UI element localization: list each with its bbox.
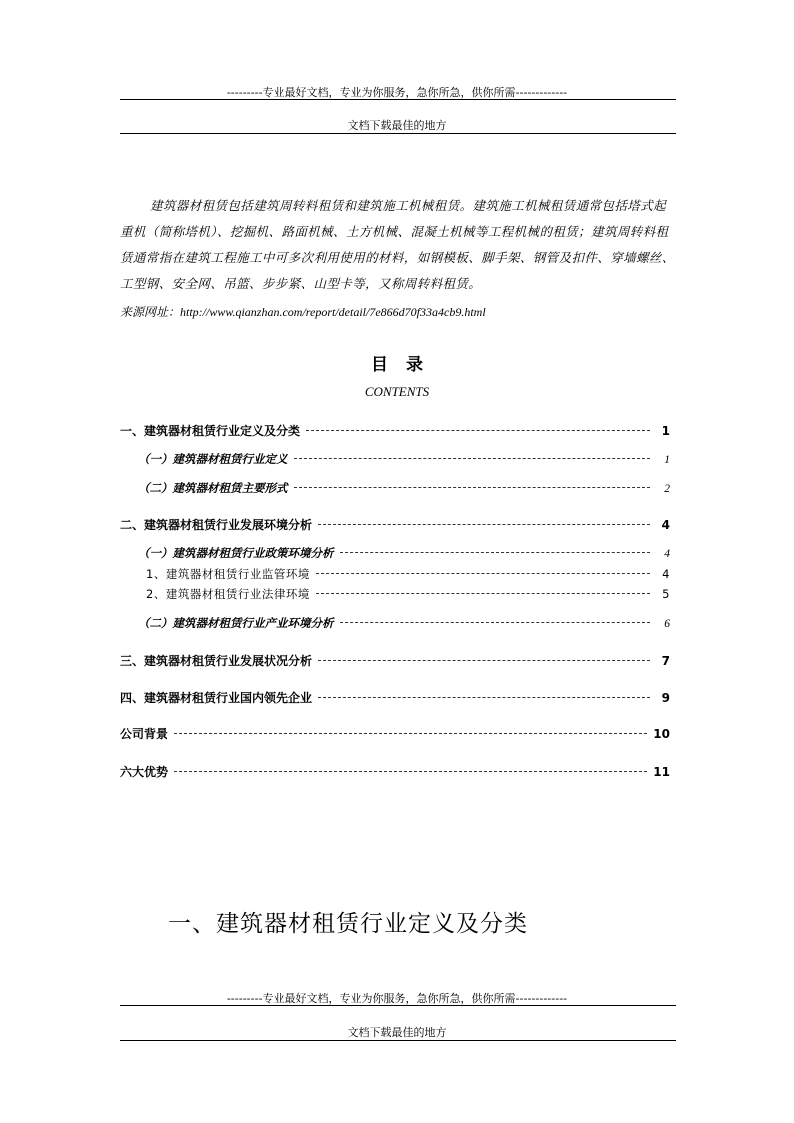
- toc-entry-page: 4: [664, 548, 670, 560]
- toc-entry-label: （二）建筑器材租赁行业产业环境分析: [138, 616, 334, 630]
- toc-entry-page: 2: [664, 483, 670, 495]
- footer-subline: 文档下载最佳的地方: [347, 1026, 447, 1039]
- toc-entry[interactable]: [120, 516, 676, 533]
- toc-entry[interactable]: [120, 763, 676, 780]
- footer-tagline: ---------专业最好文档，专业为你服务，急你所急，供你所需-------------: [226, 992, 568, 1005]
- toc-entry-label: 四、建筑器材租赁行业国内领先企业: [120, 691, 313, 705]
- toc-entry[interactable]: [120, 422, 676, 439]
- toc-entry-label: 公司背景: [120, 727, 169, 741]
- toc-subtitle: CONTENTS: [364, 384, 430, 399]
- toc-leader: [316, 573, 650, 574]
- toc-entry-page: 6: [664, 618, 670, 630]
- toc-entry[interactable]: [120, 480, 676, 496]
- toc-leader: [340, 552, 651, 553]
- toc-entry-page: 7: [661, 654, 670, 668]
- toc-leader: [294, 487, 651, 488]
- toc-entry-label: 1、建筑器材租赁行业监管环境: [146, 567, 310, 581]
- toc-entry-page: 9: [661, 691, 670, 705]
- toc-entry-label: 一、建筑器材租赁行业定义及分类: [120, 424, 301, 438]
- toc-leader: [340, 622, 651, 623]
- toc-leader: [318, 697, 650, 698]
- toc-leader: [294, 458, 651, 459]
- toc-entry[interactable]: [120, 615, 676, 631]
- section-heading: 一、建筑器材租赁行业定义及分类: [168, 911, 528, 937]
- footer-underline: [120, 1040, 676, 1041]
- toc-entry-label: （一）建筑器材租赁行业定义: [138, 452, 288, 466]
- toc-entry-label: 2、建筑器材租赁行业法律环境: [146, 587, 310, 601]
- toc-entry[interactable]: [120, 451, 676, 467]
- toc-entry[interactable]: [120, 725, 676, 742]
- toc-entry-label: 三、建筑器材租赁行业发展状况分析: [120, 654, 313, 668]
- toc-entry-label: （一）建筑器材租赁行业政策环境分析: [138, 546, 334, 560]
- toc-leader: [316, 593, 650, 594]
- toc-entry-page: 4: [661, 518, 670, 532]
- toc-leader: [306, 430, 650, 431]
- toc-leader: [174, 771, 647, 772]
- toc-entry-page: 11: [653, 765, 670, 779]
- toc-leader: [174, 733, 647, 734]
- toc-entry-page: 4: [662, 567, 670, 581]
- toc-entry[interactable]: [120, 566, 676, 582]
- toc-entry[interactable]: [120, 586, 676, 602]
- toc-leader: [318, 660, 650, 661]
- toc-entry[interactable]: [120, 689, 676, 706]
- intro-paragraph: 建筑器材租赁包括建筑周转料租赁和建筑施工机械租赁。建筑施工机械租赁通常包括塔式起重机（简称塔机）、挖掘机、路面机械、土方机械、混凝土机械等工程机械的租赁；建筑周转料租赁通常指在建筑工程施工中可多次利用使用的材料，如钢模板、脚手架、钢管及扣件、穿墙螺丝、工型钢、安全网、吊篮、步步紧、山型卡等，又称周转料租赁。: [120, 198, 675, 291]
- toc-leader: [318, 524, 650, 525]
- toc-entry-page: 5: [662, 587, 670, 601]
- toc-title: 目录: [371, 355, 441, 375]
- header-subline: 文档下载最佳的地方: [347, 119, 447, 132]
- toc-entry-label: 二、建筑器材租赁行业发展环境分析: [120, 518, 313, 532]
- source-url[interactable]: 来源网址：http://www.qianzhan.com/report/detail/7e866d70f33a4cb9.html: [120, 305, 486, 319]
- toc-entry-page: 1: [661, 424, 670, 438]
- toc-entry[interactable]: [120, 652, 676, 669]
- header-divider: [120, 99, 676, 100]
- toc-entry-label: 六大优势: [120, 765, 169, 779]
- header-tagline: ---------专业最好文档，专业为你服务，急你所急，供你所需-------------: [226, 86, 568, 99]
- toc-entry-label: （二）建筑器材租赁主要形式: [138, 481, 288, 495]
- toc-entry-page: 1: [664, 454, 670, 466]
- toc-entry[interactable]: [120, 545, 676, 561]
- header-underline: [120, 133, 676, 134]
- toc-entry-page: 10: [653, 727, 670, 741]
- footer-divider: [120, 1005, 676, 1006]
